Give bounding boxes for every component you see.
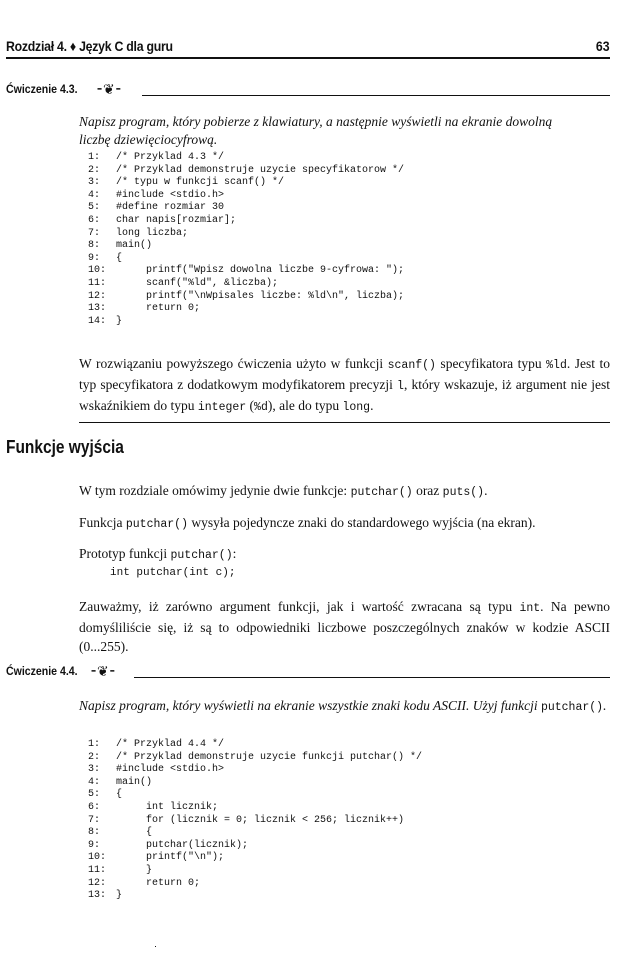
code-text: /* typu w funkcji scanf() */ xyxy=(116,177,285,189)
text-run: W tym rozdziale omówimy jedynie dwie funkcje: xyxy=(79,483,351,498)
code-text: /* Przyklad demonstruje uzycie funkcji putchar() */ xyxy=(116,751,423,763)
line-number: 11: xyxy=(88,864,107,876)
text-run: ( xyxy=(246,398,255,413)
code-text: /* Przyklad 4.3 */ xyxy=(116,152,225,163)
line-number: 7: xyxy=(88,814,101,826)
code-line xyxy=(88,777,422,790)
code-inline: integer xyxy=(197,401,247,414)
code-text: { xyxy=(116,252,123,264)
code-text: int licznik; xyxy=(116,801,219,813)
code-text: main() xyxy=(116,240,153,252)
line-number: 13: xyxy=(88,890,107,902)
code-inline: putchar() xyxy=(125,518,188,531)
code-text: printf("Wpisz dowolna liczbe 9-cyfrowa: "); xyxy=(116,265,405,277)
text-run: . Jest to typ specyfikatora z dodatkowym modyfikatorem precyzji xyxy=(79,356,610,392)
text-run: W rozwiązaniu powyższego ćwiczenia użyto w funkcji xyxy=(79,356,388,371)
line-number: 5: xyxy=(88,202,101,214)
code-line xyxy=(88,291,404,304)
line-number: 1: xyxy=(88,152,101,163)
code-text: putchar(licznik); xyxy=(116,839,249,851)
code-text: char napis[rozmiar]; xyxy=(116,214,237,226)
line-number: 6: xyxy=(88,801,101,813)
code-inline: long xyxy=(342,401,371,414)
code-inline: puts() xyxy=(442,486,485,499)
explanation-paragraph xyxy=(79,354,610,417)
line-number: 10: xyxy=(88,852,107,864)
code-text: printf("\nWpisales liczbe: %ld\n", liczba); xyxy=(116,290,405,302)
code-line xyxy=(88,303,404,316)
code-text: return 0; xyxy=(116,877,201,889)
exercise-rule xyxy=(134,677,610,678)
code-line xyxy=(88,190,404,203)
section-paragraph-1 xyxy=(79,481,610,502)
code-text: main() xyxy=(116,776,153,788)
chapter-title: Rozdział 4. ♦ Język C dla guru xyxy=(6,38,173,54)
code-text: } xyxy=(116,890,123,902)
line-number: 9: xyxy=(88,252,101,264)
section-paragraph-4 xyxy=(79,597,610,656)
code-text: { xyxy=(116,827,153,839)
code-line xyxy=(88,852,422,865)
code-inline: %ld xyxy=(546,359,567,372)
code-line xyxy=(88,278,404,291)
code-inline: int xyxy=(519,602,541,615)
code-text: { xyxy=(116,789,123,801)
exercise-task xyxy=(79,113,609,149)
section-paragraph-3 xyxy=(79,544,610,565)
line-number: 8: xyxy=(88,240,101,252)
code-text: /* Przyklad 4.4 */ xyxy=(116,739,225,750)
code-line xyxy=(88,840,422,853)
exercise-heading-4-3 xyxy=(6,82,610,102)
line-number: 3: xyxy=(88,177,101,189)
exercise-label: Ćwiczenie 4.3. xyxy=(6,82,78,96)
line-number: 4: xyxy=(88,189,101,201)
code-text: scanf("%ld", &liczba); xyxy=(116,277,279,289)
section-paragraph-2 xyxy=(79,513,610,534)
line-number: 12: xyxy=(88,877,107,889)
page-number: 63 xyxy=(596,38,610,54)
code-line xyxy=(88,177,404,190)
line-number: 6: xyxy=(88,214,101,226)
code-text: return 0; xyxy=(116,303,201,315)
code-text: printf("\n"); xyxy=(116,852,225,864)
text-run: . xyxy=(484,483,488,498)
line-number: 4: xyxy=(88,776,101,788)
text-run: wysyła pojedyncze znaki do standardowego wyjścia (na ekran). xyxy=(188,515,536,530)
line-number: 8: xyxy=(88,827,101,839)
exercise-rule xyxy=(142,95,610,96)
footer-mark xyxy=(155,946,156,957)
task-line: Napisz program, który pobierze z klawiatury, a następnie wyświetli na ekranie dowolną xyxy=(79,114,553,129)
code-inline: l xyxy=(397,380,404,393)
line-number: 9: xyxy=(88,839,101,851)
text-run: . Na pewno domyśliliście się, iż są to odpowiedniki liczbowe poszczególnych znaków w kodzie ASCII (0...255). xyxy=(79,599,610,654)
text-run: Napisz program, który wyświetli na ekranie wszystkie znaki kodu ASCII. Użyj funkcji xyxy=(79,698,538,713)
header-rule xyxy=(6,57,610,59)
section-title: Funkcje wyjścia xyxy=(6,437,124,457)
code-line xyxy=(88,878,422,891)
code-line xyxy=(88,265,404,278)
code-line xyxy=(88,152,404,165)
code-line xyxy=(88,752,422,765)
code-text: #include <stdio.h> xyxy=(116,189,225,201)
code-inline: %d xyxy=(254,401,268,414)
code-text: #include <stdio.h> xyxy=(116,764,225,776)
code-inline: putchar() xyxy=(170,549,233,562)
exercise-heading-4-4 xyxy=(6,664,610,684)
exercise-task xyxy=(79,697,609,717)
text-run: ), ale do typu xyxy=(267,398,343,413)
code-text: } xyxy=(116,315,123,327)
code-line xyxy=(88,764,422,777)
code-line xyxy=(88,815,422,828)
line-number: 3: xyxy=(88,764,101,776)
line-number: 2: xyxy=(88,164,101,176)
function-prototype: int putchar(int c); xyxy=(110,567,236,579)
text-run: . xyxy=(370,398,374,413)
line-number: 5: xyxy=(88,789,101,801)
code-line xyxy=(88,802,422,815)
line-number: 2: xyxy=(88,751,101,763)
code-line xyxy=(88,865,422,878)
code-line xyxy=(88,890,422,903)
code-listing-4-4 xyxy=(88,739,422,903)
task-line: liczbę dziewięciocyfrową. xyxy=(79,132,218,147)
text-run: Prototyp funkcji xyxy=(79,546,171,561)
code-line xyxy=(88,316,404,329)
code-line xyxy=(88,215,404,228)
code-inline: putchar() xyxy=(350,486,413,499)
code-text: } xyxy=(116,864,153,876)
exercise-ornament-icon: ⁃❦⁃ xyxy=(96,82,122,98)
code-text: long liczba; xyxy=(116,227,189,239)
code-line xyxy=(88,789,422,802)
line-number: 7: xyxy=(88,227,101,239)
code-text: /* Przyklad demonstruje uzycie specyfikatorow */ xyxy=(116,164,405,176)
line-number: 1: xyxy=(88,739,101,750)
line-number: 13: xyxy=(88,303,107,315)
code-inline: putchar() xyxy=(540,701,604,714)
code-text: #define rozmiar 30 xyxy=(116,202,225,214)
code-listing-4-3 xyxy=(88,152,404,328)
code-inline: scanf() xyxy=(387,359,436,372)
section-divider xyxy=(79,422,610,423)
exercise-label: Ćwiczenie 4.4. xyxy=(6,664,78,678)
code-line xyxy=(88,240,404,253)
text-run: : xyxy=(232,546,237,561)
exercise-ornament-icon: ⁃❦⁃ xyxy=(90,664,116,680)
line-number: 11: xyxy=(88,277,107,289)
text-run: oraz xyxy=(412,483,443,498)
code-line xyxy=(88,827,422,840)
code-line xyxy=(88,739,422,752)
code-line xyxy=(88,202,404,215)
text-run: specyfikatora typu xyxy=(435,356,547,371)
text-run: , który wskazuje, iż argument nie jest wskaźnikiem do typu xyxy=(79,377,610,413)
line-number: 12: xyxy=(88,290,107,302)
code-text: for (licznik = 0; licznik < 256; licznik++) xyxy=(116,814,405,826)
code-line xyxy=(88,165,404,178)
code-line xyxy=(88,253,404,266)
text-run: Funkcja xyxy=(79,515,126,530)
text-run: Zauważmy, iż zarówno argument funkcji, jak i wartość zwracana są typu xyxy=(79,599,520,614)
line-number: 10: xyxy=(88,265,107,277)
code-line xyxy=(88,228,404,241)
line-number: 14: xyxy=(88,315,107,327)
text-run: . xyxy=(603,698,607,713)
